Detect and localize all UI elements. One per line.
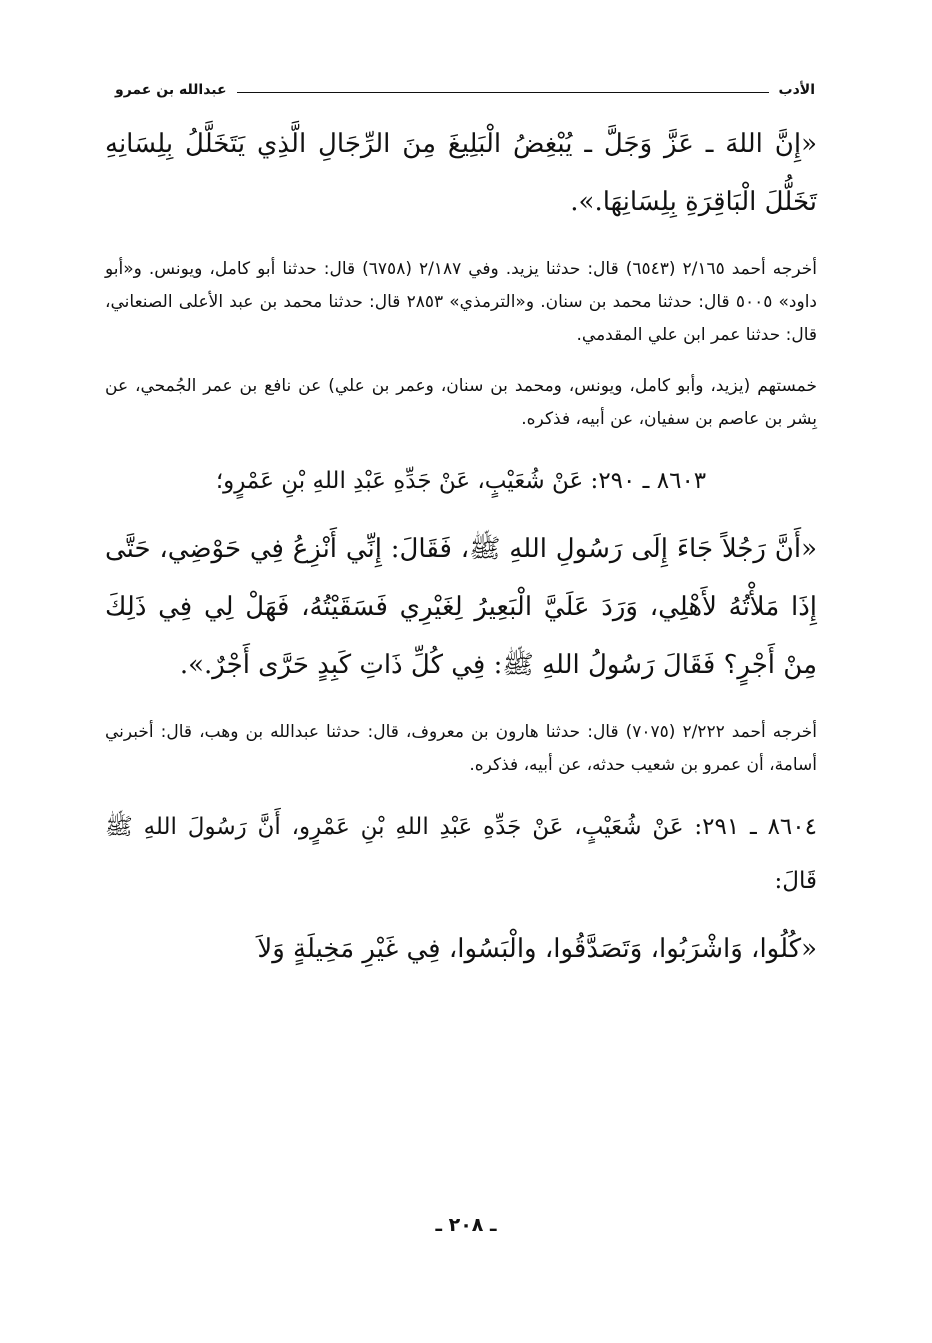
running-header <box>115 76 815 104</box>
hadith-text: «إِنَّ اللهَ ـ عَزَّ وَجَلَّ ـ يُبْغِضُ الْبَلِيغَ مِنَ الرِّجَالِ الَّذِي يَتَخَلَّلُ بِلِسَانِهِ تَخَلُّلَ الْبَاقِرَةِ بِلِسَانِهَا.». <box>105 129 817 217</box>
hadith-text: «أَنَّ رَجُلاً جَاءَ إِلَى رَسُولِ اللهِ ﷺ، فَقَالَ: إِنِّي أَنْزِعُ فِي حَوْضِي، حَتَّى إِذَا مَلأْتُهُ لأَهْلِي، وَرَدَ عَلَيَّ الْبَعِيرُ لِغَيْرِي فَسَقَيْتُهُ، فَهَلْ لِي فِي ذَلِكَ مِنْ أَجْرٍ؟ فَقَالَ رَسُولُ اللهِ ﷺ: فِي كُلِّ ذَاتِ كَبِدٍ حَرَّى أَجْرٌ.». <box>105 534 817 680</box>
takhrij-paragraph: خمستهم (يزيد، وأبو كامل، ويونس، ومحمد بن سنان، وعمر بن علي) عن نافع بن عمر الجُمحي، عن بِشر بن عاصم بن سفيان، عن أبيه، فذكره. <box>105 376 817 429</box>
hadith-heading: ٨٦٠٤ ـ ٢٩١: عَنْ شُعَيْبٍ، عَنْ جَدِّهِ عَبْدِ اللهِ بْنِ عَمْرٍو، أَنَّ رَسُولَ اللهِ ﷺ قَالَ: <box>105 814 817 894</box>
page-body <box>105 115 817 1000</box>
header-rule <box>237 92 769 93</box>
hadith-text: «كُلُوا، وَاشْرَبُوا، وَتَصَدَّقُوا، والْبَسُوا، فِي غَيْرِ مَخِيلَةٍ وَلاَ <box>257 934 817 964</box>
hadith-heading: ٨٦٠٣ ـ ٢٩٠: عَنْ شُعَيْبٍ، عَنْ جَدِّهِ عَبْدِ اللهِ بْنِ عَمْرٍو؛ <box>215 468 707 494</box>
header-narrator-name: عبدالله بن عمرو <box>115 82 227 98</box>
page-number: ـ ٢٠٨ ـ <box>435 1214 497 1236</box>
takhrij-paragraph: أخرجه أحمد ٢/١٦٥ (٦٥٤٣) قال: حدثنا يزيد. وفي ٢/١٨٧ (٦٧٥٨) قال: حدثنا أبو كامل، ويونس. و«أبو داود» ٥٠٠٥ قال: حدثنا محمد بن سنان. و«الترمذي» ٢٨٥٣ قال: حدثنا محمد بن عبد الأعلى الصنعاني، قال: حدثنا عمر ابن علي المقدمي. <box>105 259 817 345</box>
takhrij-paragraph: أخرجه أحمد ٢/٢٢٢ (٧٠٧٥) قال: حدثنا هارون بن معروف، قال: حدثنا عبدالله بن وهب، قال: أخبرني أسامة، أن عمرو بن شعيب حدثه، عن أبيه، فذكره. <box>105 722 817 775</box>
header-section-title: الأدب <box>778 82 815 98</box>
